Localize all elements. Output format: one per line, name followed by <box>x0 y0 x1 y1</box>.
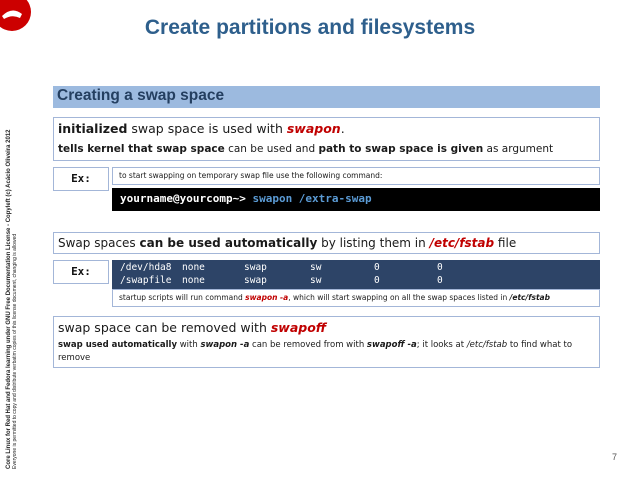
note-mid: , which will start swapping on all the swap spaces listed in <box>288 293 510 302</box>
fstab-cell: /swapfile <box>120 275 172 286</box>
example-2-label: Ex: <box>71 265 91 278</box>
swapoff-l2-i3: /etc/fstab <box>466 340 508 350</box>
fstab-row <box>112 275 600 287</box>
swapoff-l2-t4: to find what to <box>507 340 573 350</box>
fstab-path: /etc/fstab <box>429 236 495 250</box>
swapoff-l2-t1: with <box>177 340 201 350</box>
swapon-line-2-b1: tells kernel that swap space <box>58 143 225 155</box>
slide-title: Create partitions and filesystems <box>144 16 476 39</box>
example-1-tip: to start swapping on temporary swap file use the following command: <box>119 171 383 180</box>
example-1-label-box <box>53 167 109 191</box>
example-1-label: Ex: <box>71 172 91 185</box>
swapon-keyword: swapon <box>286 121 341 136</box>
swapoff-l2-t2: can be removed from with <box>249 340 367 350</box>
fstab-cell: 0 <box>374 262 380 273</box>
example-2-note-box <box>112 289 600 307</box>
terminal-command-line <box>120 192 372 205</box>
note-fstab: /etc/fstab <box>509 293 550 302</box>
fstab-cell: swap <box>244 275 267 286</box>
swapon-line-1 <box>58 121 345 136</box>
fstab-cell: sw <box>310 262 322 273</box>
red-hat-logo <box>0 0 32 32</box>
license-line-1: Core Linux for Red Hat and Fedora learning under GNU Free Documentation License - Copyleft (c) Acácio Oliveira 2012 <box>6 129 12 469</box>
swapon-line-2 <box>58 143 553 155</box>
swapoff-keyword: swapoff <box>270 320 327 335</box>
fstab-cell: none <box>182 262 205 273</box>
swapon-line-1-end: . <box>340 121 345 136</box>
fstab-box <box>53 232 600 254</box>
fstab-line-pre: Swap spaces <box>58 236 140 250</box>
swapoff-line-1-pre: swap space can be removed with <box>58 320 271 335</box>
fstab-cell: sw <box>310 275 322 286</box>
fstab-line-bold: can be used automatically <box>139 236 318 250</box>
fstab-row <box>112 262 600 274</box>
example-2-note <box>119 293 550 302</box>
example-2-label-box <box>53 260 109 284</box>
fstab-cell: none <box>182 275 205 286</box>
terminal-prompt: yourname@yourcomp~> <box>120 192 253 205</box>
example-1-tip-box <box>112 167 600 185</box>
page-number: 7 <box>612 452 618 462</box>
swapoff-box <box>53 316 600 368</box>
fstab-cell: swap <box>244 262 267 273</box>
swapon-box <box>53 117 600 161</box>
swapoff-line-3: remove <box>58 353 91 363</box>
initialized-text: initialized <box>58 121 128 136</box>
swapon-line-2-b2: path to swap space is given <box>318 143 484 155</box>
section-heading: Creating a swap space <box>57 87 225 104</box>
section-heading-band <box>53 86 600 108</box>
swapon-line-2-mid: can be used and <box>224 143 319 155</box>
swapoff-l2-t3: ; it looks at <box>416 340 467 350</box>
terminal-command: swapon /extra-swap <box>252 192 372 205</box>
fstab-line-mid: by listing them in <box>317 236 430 250</box>
note-pre: startup scripts will run command <box>119 293 246 302</box>
fstab-line-end: file <box>494 236 517 250</box>
note-swapon-a: swapon -a <box>245 293 289 302</box>
license-sidebar <box>6 129 18 469</box>
swapoff-l2-b1: swap used automatically <box>58 340 178 350</box>
swapoff-l2-bi1: swapon -a <box>200 340 250 350</box>
fstab-line <box>58 236 516 250</box>
license-line-2: Everyone is permitted to copy and distribute verbatim copies of this license document, changing is allowed <box>12 233 18 469</box>
fstab-cell: /dev/hda8 <box>120 262 172 273</box>
fstab-cell: 0 <box>437 275 443 286</box>
swapoff-line-1 <box>58 320 326 335</box>
example-1-terminal <box>112 188 600 211</box>
swapoff-l2-bi2: swapoff -a <box>366 340 417 350</box>
swapoff-line-2 <box>58 340 572 350</box>
fstab-cell: 0 <box>374 275 380 286</box>
fstab-cell: 0 <box>437 262 443 273</box>
fstab-listing <box>112 260 600 289</box>
swapon-line-2-end: as argument <box>483 143 554 155</box>
swapon-line-1-mid: swap space is used with <box>127 121 287 136</box>
